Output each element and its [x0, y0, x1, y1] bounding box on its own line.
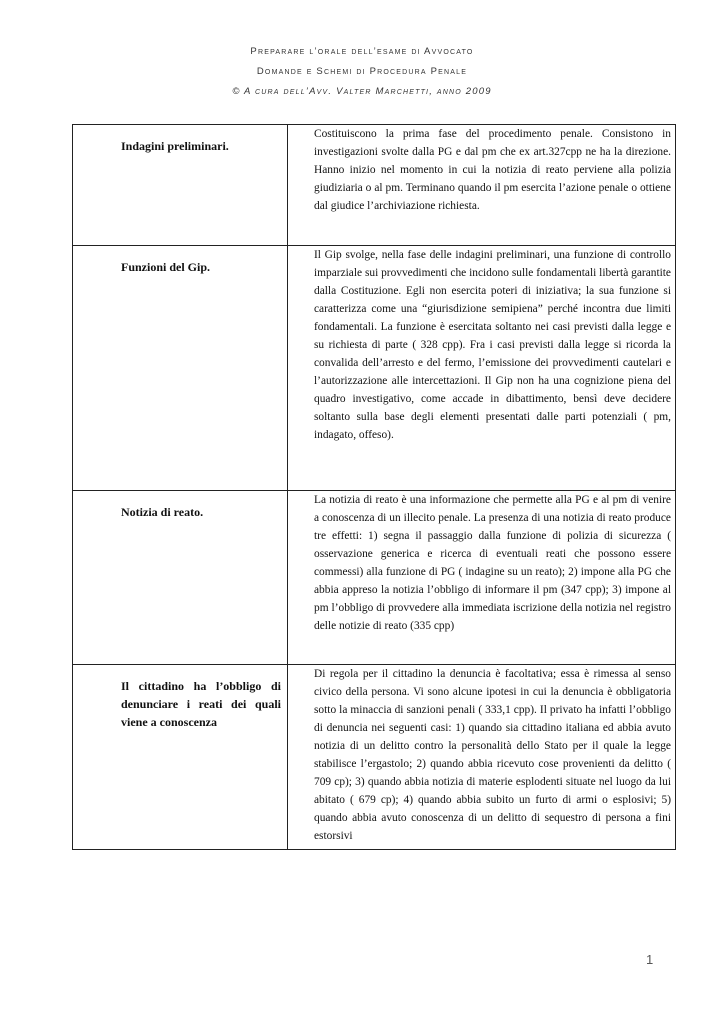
answer-text: Di regola per il cittadino la denuncia è facoltativa; essa è rimessa al senso civico della persona. Vi sono alcune ipotesi in cui la denuncia è obbligatoria sotto la minaccia di sanzioni penali ( 333,1 cpp). Il privato ha infatti l’obbligo di denuncia nei seguenti casi: 1) quando sia cittadino italiana ed abbia avuto notizia di un delitto contro la personalità dello Stato per il quale la legge stabilisce l’ergastolo; 2) quando abbia ricevuto cose provenienti da delitto ( 709 cp); 3) quando abbia notizia di materie esplodenti situate nel luogo da lui abitato ( 679 cp); 4) quando abbia subito un furto di armi o esplosivi; 5) quando abbia avuto conoscenza di un delitto di sequestro di persona a fini estorsivi	[314, 668, 671, 842]
header-subtitle: Domande e Schemi di Procedura Penale	[256, 66, 468, 77]
answer-text: Costituiscono la prima fase del procedimento penale. Consistono in investigazioni svolte dalla PG e dal pm che ex art.327cpp ne ha la direzione. Hanno inizio nel momento in cui la notizia di reato perviene alla polizia giudiziaria o al pm. Terminano quando il pm esercita l’azione penale o ottiene dal giudice l’archiviazione richiesta.	[314, 128, 671, 212]
answer-cell	[288, 665, 676, 850]
question-cell	[73, 125, 288, 246]
answer-text: La notizia di reato è una informazione che permette alla PG e al pm di venire a conoscenza di un illecito penale. La presenza di una notizia di reato produce tre effetti: 1) segna il passaggio dalla funzione di polizia di sicurezza ( osservazione generica e ricerca di eventuali reati che possono essere commessi) alla funzione di PG ( indagine su un reato); 2) impone alla PG che abbia appreso la notizia l’obbligo di informare il pm (347 cpp); 3) impone al pm l’obbligo di provvedere alla immediata iscrizione della notizia nel registro delle notizie di reato (335 cpp)	[314, 494, 671, 632]
header-title: Preparare l’orale dell’esame di Avvocato	[250, 46, 474, 57]
table-row	[73, 491, 676, 665]
page-header	[0, 42, 724, 102]
answer-cell	[288, 246, 676, 491]
question-text: Notizia di reato.	[121, 505, 204, 519]
qa-table	[72, 124, 676, 850]
question-cell	[73, 665, 288, 850]
question-cell	[73, 491, 288, 665]
page-number: 1	[646, 952, 654, 967]
question-cell	[73, 246, 288, 491]
question-text: Indagini preliminari.	[121, 139, 229, 153]
question-text: Il cittadino ha l’obbligo di denunciare i reati dei quali viene a conoscenza	[121, 679, 281, 729]
table-row	[73, 246, 676, 491]
question-text: Funzioni del Gip.	[121, 260, 211, 274]
table-row	[73, 665, 676, 850]
table-row	[73, 125, 676, 246]
answer-cell	[288, 125, 676, 246]
answer-cell	[288, 491, 676, 665]
header-author: © A cura dell’Avv. Valter Marchetti, anno 2009	[232, 86, 492, 97]
answer-text: Il Gip svolge, nella fase delle indagini preliminari, una funzione di controllo imparziale sui provvedimenti che incidono sulle fondamentali libertà garantite dalla Costituzione. Egli non esercita poteri di iniziativa; la sua funzione si caratterizza come una “giurisdizione semipiena” perché incontra due limiti fondamentali. La funzione è esercitata soltanto nei casi previsti dalla legge e su richiesta di parte ( 328 cpp). Fra i casi previsti dalla legge si ricorda la convalida dell’arresto e del fermo, l’emissione dei provvedimenti cautelari e l’autorizzazione alle intercettazioni. Il Gip non ha una cognizione piena del quadro investigativo, come accade in dibattimento, bensì deve decidere soltanto sulla base degli elementi presentati dalle parti potenziali ( pm, indagato, offeso).	[314, 249, 671, 441]
